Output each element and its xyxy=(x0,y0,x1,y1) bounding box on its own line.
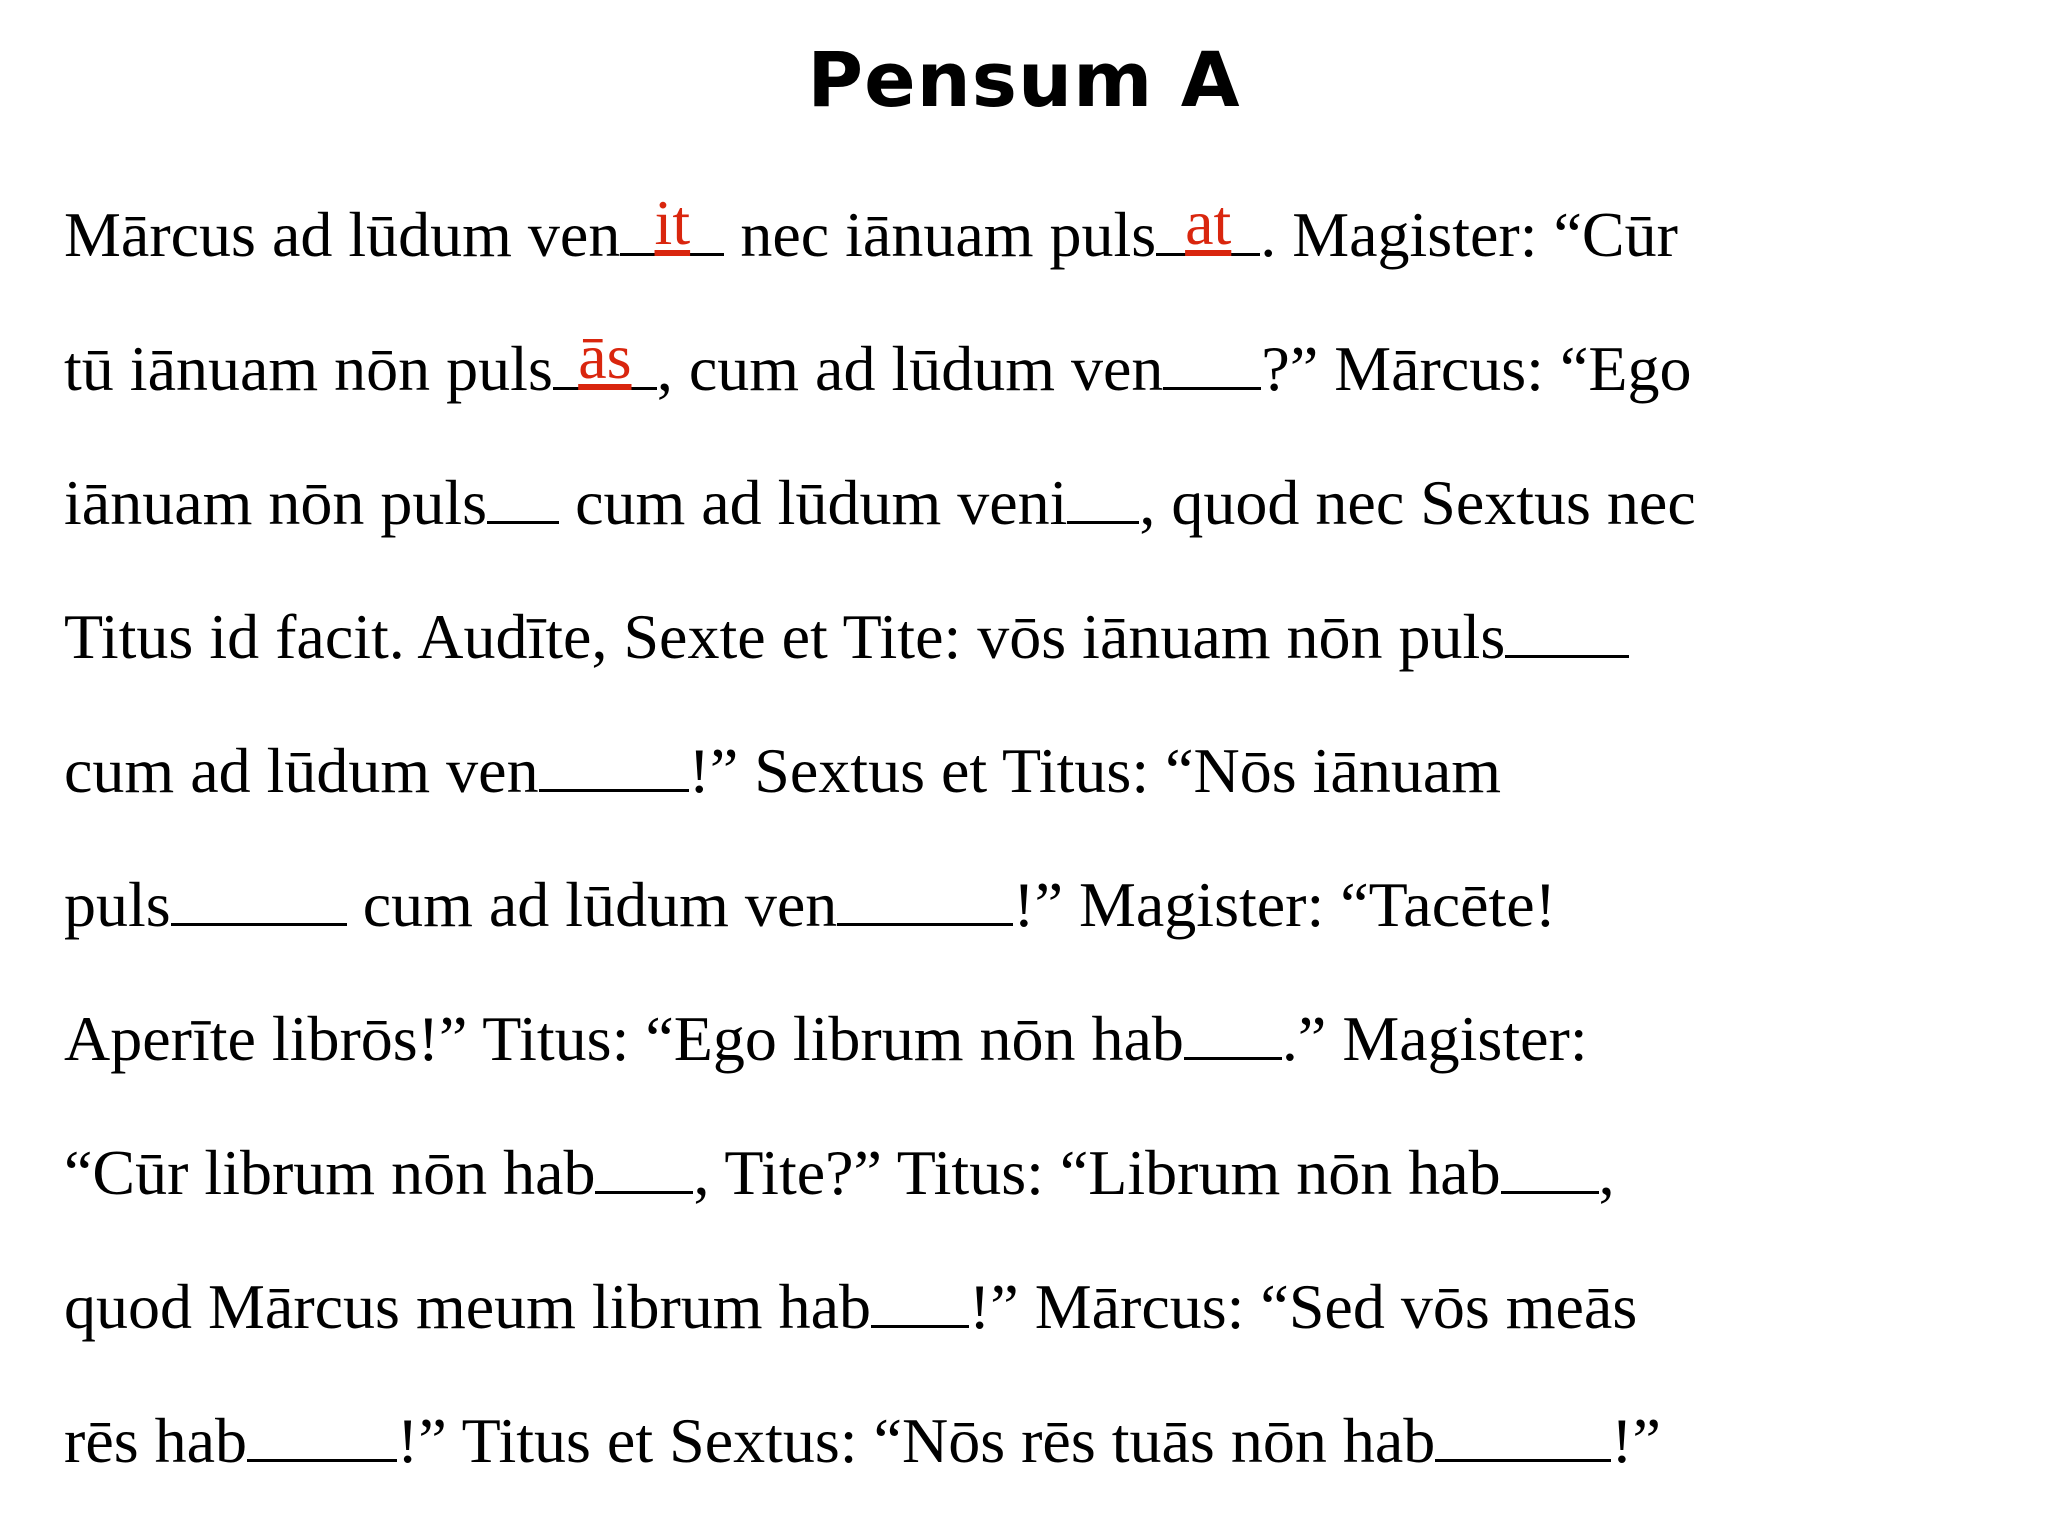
blank-answer: at xyxy=(1185,187,1232,258)
passage-text: . Magister: “Cūr xyxy=(1260,199,1678,270)
passage-line xyxy=(64,862,1556,942)
passage-text: !” Titus et Sextus: “Nōs rēs tuās nōn hab xyxy=(397,1405,1436,1476)
empty-blank[interactable] xyxy=(1163,326,1261,390)
blank-answer: ās xyxy=(578,321,632,392)
filled-blank[interactable] xyxy=(620,187,724,258)
passage-text: “Cūr librum nōn hab xyxy=(64,1137,596,1208)
empty-blank[interactable] xyxy=(1435,1398,1611,1462)
empty-blank[interactable] xyxy=(171,862,347,926)
passage-text: iānuam nōn puls xyxy=(64,467,488,538)
passage-text: .” Magister: xyxy=(1281,1003,1588,1074)
passage-text: Aperīte librōs!” Titus: “Ego librum nōn hab xyxy=(64,1003,1184,1074)
passage-text: nec iānuam puls xyxy=(724,199,1157,270)
passage-text: , quod nec Sextus nec xyxy=(1139,467,1696,538)
passage-text: !” Mārcus: “Sed vōs meās xyxy=(968,1271,1638,1342)
empty-blank[interactable] xyxy=(539,728,689,792)
passage-text: Mārcus ad lūdum ven xyxy=(64,199,621,270)
empty-blank[interactable] xyxy=(1505,594,1629,658)
empty-blank[interactable] xyxy=(595,1130,693,1194)
passage-line xyxy=(64,460,1696,540)
passage-line xyxy=(64,1130,1615,1210)
passage-text: quod Mārcus meum librum hab xyxy=(64,1271,871,1342)
empty-blank[interactable] xyxy=(247,1398,397,1462)
empty-blank[interactable] xyxy=(1501,1130,1599,1194)
empty-blank[interactable] xyxy=(871,1264,969,1328)
blank-answer: it xyxy=(654,187,691,258)
passage-line xyxy=(64,996,1588,1076)
empty-blank[interactable] xyxy=(1184,996,1282,1060)
passage-text: , xyxy=(1598,1137,1615,1208)
passage-text: cum ad lūdum ven xyxy=(64,735,539,806)
passage-line xyxy=(64,1264,1637,1344)
passage-text: !” xyxy=(1611,1405,1661,1476)
passage-text: cum ad lūdum veni xyxy=(559,467,1068,538)
page-title: Pensum A xyxy=(807,35,1241,124)
passage-text: !” Magister: “Tacēte! xyxy=(1013,869,1556,940)
passage-text: Titus id facit. Audīte, Sexte et Tite: vōs iānuam nōn puls xyxy=(64,601,1506,672)
passage-line xyxy=(64,187,1678,272)
passage-line xyxy=(64,594,1629,674)
passage-text: cum ad lūdum ven xyxy=(346,869,838,940)
passage-text: rēs hab xyxy=(64,1405,248,1476)
empty-blank[interactable] xyxy=(1067,460,1139,524)
filled-blank[interactable] xyxy=(1156,187,1260,258)
passage-line xyxy=(64,1398,1661,1478)
passage-text: ?” Mārcus: “Ego xyxy=(1261,333,1692,404)
empty-blank[interactable] xyxy=(837,862,1013,926)
passage-text: puls xyxy=(64,869,171,940)
passage-text: tū iānuam nōn puls xyxy=(64,333,553,404)
passage-line xyxy=(64,728,1501,808)
empty-blank[interactable] xyxy=(487,460,559,524)
passage-text: !” Sextus et Titus: “Nōs iānuam xyxy=(688,735,1501,806)
passage-line xyxy=(64,321,1692,406)
passage-text: , Tite?” Titus: “Librum nōn hab xyxy=(693,1137,1501,1208)
passage-text: , cum ad lūdum ven xyxy=(656,333,1164,404)
filled-blank[interactable] xyxy=(553,321,657,392)
